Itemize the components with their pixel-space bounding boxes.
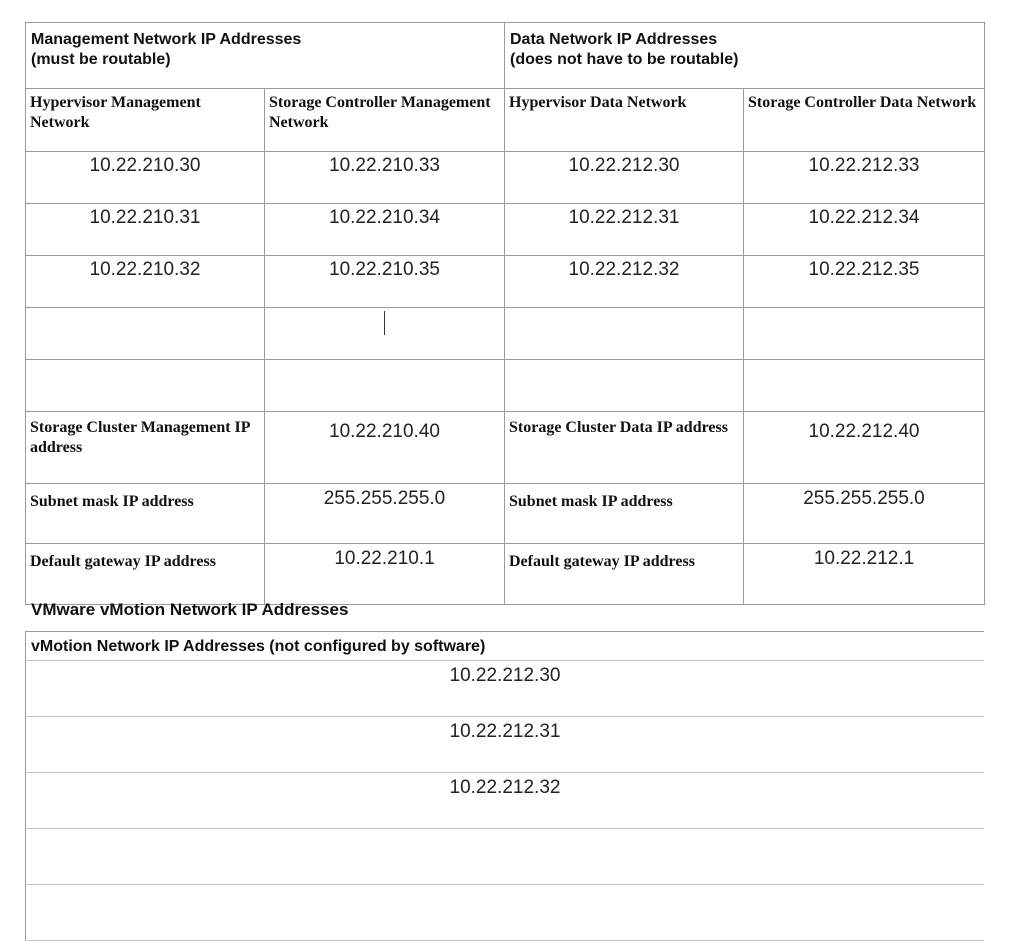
empty-row	[26, 308, 985, 360]
cluster-ip-row	[26, 412, 985, 484]
cluster-mgmt-value[interactable]: 10.22.210.40	[265, 412, 505, 484]
cluster-data-value[interactable]: 10.22.212.40	[744, 412, 985, 484]
vmotion-ip-cell[interactable]: 10.22.212.31	[26, 717, 985, 773]
management-group-subtitle: (must be routable)	[31, 51, 171, 68]
vmotion-ip-cell[interactable]: 10.22.212.30	[26, 661, 985, 717]
vmotion-empty-row	[26, 829, 985, 885]
data-group-subtitle: (does not have to be routable)	[510, 51, 739, 68]
network-ip-table	[25, 22, 985, 605]
vmotion-ip-table	[25, 631, 984, 941]
gateway-data-value[interactable]: 10.22.212.1	[744, 544, 985, 605]
column-header-hypervisor-data: Hypervisor Data Network	[505, 89, 744, 152]
ip-cell[interactable]: 10.22.210.31	[26, 204, 265, 256]
ip-row	[26, 152, 985, 204]
ip-row	[26, 256, 985, 308]
ip-cell[interactable]: 10.22.210.35	[265, 256, 505, 308]
empty-cell[interactable]	[26, 308, 265, 360]
cluster-mgmt-label: Storage Cluster Management IP address	[26, 412, 265, 484]
ip-cell[interactable]: 10.22.212.35	[744, 256, 985, 308]
vmotion-ip-cell[interactable]: 10.22.212.32	[26, 773, 985, 829]
empty-cell[interactable]	[265, 360, 505, 412]
group-header-row	[26, 23, 985, 89]
empty-cell[interactable]	[505, 360, 744, 412]
gateway-mgmt-label: Default gateway IP address	[26, 544, 265, 605]
empty-cell[interactable]	[505, 308, 744, 360]
gateway-data-label: Default gateway IP address	[505, 544, 744, 605]
empty-cell[interactable]	[26, 360, 265, 412]
vmotion-empty-row	[26, 885, 985, 941]
ip-cell[interactable]: 10.22.212.31	[505, 204, 744, 256]
vmotion-empty-cell[interactable]	[26, 885, 985, 941]
subnet-data-label: Subnet mask IP address	[505, 484, 744, 544]
text-cursor	[384, 311, 385, 335]
ip-cell[interactable]: 10.22.212.32	[505, 256, 744, 308]
ip-cell[interactable]: 10.22.210.32	[26, 256, 265, 308]
ip-cell[interactable]: 10.22.210.33	[265, 152, 505, 204]
gateway-row	[26, 544, 985, 605]
subnet-mgmt-value[interactable]: 255.255.255.0	[265, 484, 505, 544]
empty-cell[interactable]	[744, 360, 985, 412]
column-header-storage-controller-management: Storage Controller Management Network	[265, 89, 505, 152]
vmotion-section-title: VMware vMotion Network IP Addresses	[31, 600, 349, 619]
ip-cell[interactable]: 10.22.210.34	[265, 204, 505, 256]
vmotion-ip-row	[26, 773, 985, 829]
vmotion-ip-row	[26, 661, 985, 717]
subnet-mgmt-label: Subnet mask IP address	[26, 484, 265, 544]
vmotion-ip-row	[26, 717, 985, 773]
subnet-data-value[interactable]: 255.255.255.0	[744, 484, 985, 544]
ip-cell[interactable]: 10.22.212.33	[744, 152, 985, 204]
column-header-hypervisor-management: Hypervisor Management Network	[26, 89, 265, 152]
empty-row	[26, 360, 985, 412]
vmotion-header-row	[26, 632, 985, 661]
subnet-row	[26, 484, 985, 544]
empty-cell-active[interactable]	[265, 308, 505, 360]
column-header-row	[26, 89, 985, 152]
ip-cell[interactable]: 10.22.212.34	[744, 204, 985, 256]
column-header-storage-controller-data: Storage Controller Data Network	[744, 89, 985, 152]
ip-cell[interactable]: 10.22.212.30	[505, 152, 744, 204]
management-group-header	[26, 23, 505, 89]
vmotion-column-header: vMotion Network IP Addresses (not configured by software)	[26, 632, 985, 661]
vmotion-empty-cell[interactable]	[26, 829, 985, 885]
ip-cell[interactable]: 10.22.210.30	[26, 152, 265, 204]
data-group-title: Data Network IP Addresses	[510, 31, 718, 48]
gateway-mgmt-value[interactable]: 10.22.210.1	[265, 544, 505, 605]
ip-row	[26, 204, 985, 256]
data-group-header	[505, 23, 985, 89]
management-group-title: Management Network IP Addresses	[31, 31, 302, 48]
empty-cell[interactable]	[744, 308, 985, 360]
cluster-data-label: Storage Cluster Data IP address	[505, 412, 744, 484]
